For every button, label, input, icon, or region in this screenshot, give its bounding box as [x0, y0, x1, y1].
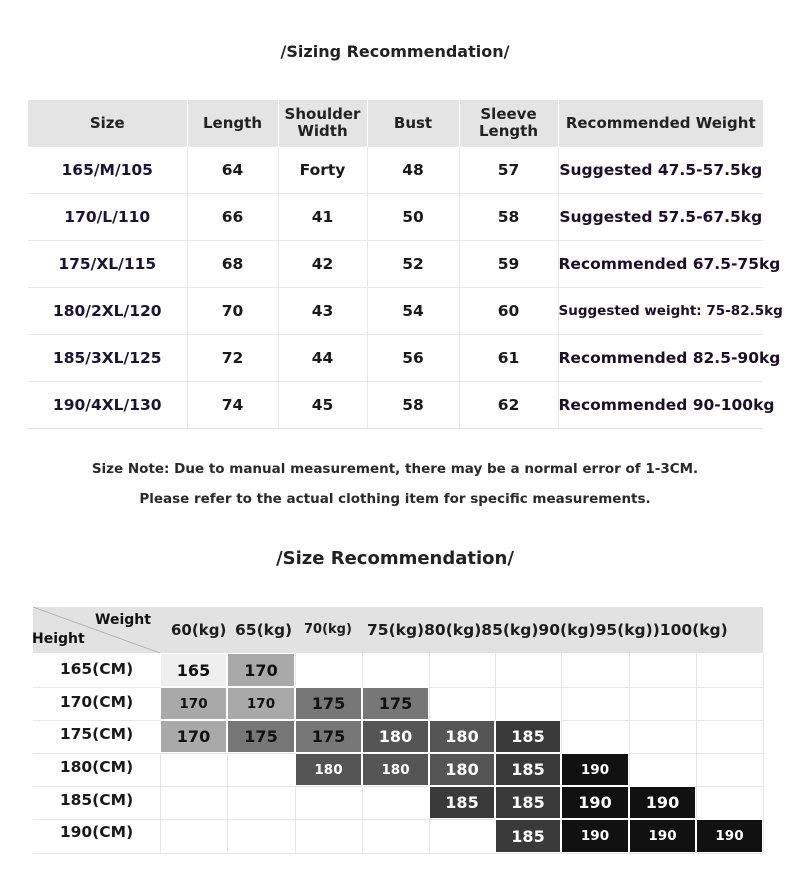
cell-weight: Recommended 82.5-90kg — [558, 335, 763, 382]
header-bust: Bust — [367, 100, 459, 147]
size-cell-180: 180 — [362, 753, 429, 786]
cell-size: 190/4XL/130 — [28, 382, 187, 429]
size-cell-180: 180 — [429, 753, 495, 786]
size-cell-190: 190 — [561, 786, 629, 819]
cell-weight: Suggested 57.5-67.5kg — [558, 194, 763, 241]
cell-shoulder: 44 — [278, 335, 367, 382]
size-cell-185: 185 — [495, 720, 561, 753]
size-cell-170: 170 — [227, 687, 295, 720]
weight-header-65: 65(kg) — [235, 621, 293, 639]
cell-length: 72 — [187, 335, 278, 382]
cell-weight: Suggested weight: 75-82.5kg — [558, 288, 763, 335]
size-cell-190: 190 — [696, 819, 763, 853]
cell-shoulder: Forty — [278, 147, 367, 194]
table-row — [28, 382, 763, 429]
size-cell-190: 190 — [629, 786, 696, 819]
size-cell-185: 185 — [495, 819, 561, 853]
size-recommendation-title: /Size Recommendation/ — [276, 548, 514, 569]
size-note: Size Note: Due to manual measurement, there may be a normal error of 1-3CM. — [91, 461, 699, 477]
table-header-row — [28, 100, 763, 147]
size-cell-180: 180 — [295, 753, 362, 786]
size-cell-190: 190 — [561, 819, 629, 853]
cell-bust: 58 — [367, 382, 459, 429]
cell-length: 68 — [187, 241, 278, 288]
grid-line — [33, 853, 763, 854]
cell-shoulder: 43 — [278, 288, 367, 335]
cell-length: 64 — [187, 147, 278, 194]
table-row — [28, 288, 763, 335]
height-label-180: 180(CM) — [59, 758, 134, 776]
size-cell-190: 190 — [629, 819, 696, 853]
table-row — [28, 194, 763, 241]
size-cell-180: 180 — [429, 720, 495, 753]
cell-sleeve: 59 — [459, 241, 558, 288]
weight-header-70: 70(kg) — [304, 622, 352, 637]
header-sleeve: Sleeve Length — [459, 100, 558, 147]
height-label-185: 185(CM) — [59, 791, 134, 809]
cell-bust: 52 — [367, 241, 459, 288]
cell-sleeve: 60 — [459, 288, 558, 335]
size-cell-175: 175 — [362, 687, 429, 720]
height-label-165: 165(CM) — [59, 660, 134, 678]
size-cell-170: 170 — [160, 687, 227, 720]
size-cell-190: 190 — [561, 753, 629, 786]
corner-weight-label: Weight — [95, 612, 151, 628]
cell-weight: Suggested 47.5-57.5kg — [558, 147, 763, 194]
cell-sleeve: 57 — [459, 147, 558, 194]
header-weight: Recommended Weight — [558, 100, 763, 147]
height-label-190: 190(CM) — [59, 823, 134, 841]
size-table — [28, 100, 783, 429]
size-cell-180: 180 — [362, 720, 429, 753]
cell-shoulder: 42 — [278, 241, 367, 288]
size-cell-165: 165 — [160, 653, 227, 687]
size-cell-185: 185 — [495, 753, 561, 786]
header-shoulder: Shoulder Width — [278, 100, 367, 147]
height-label-170: 170(CM) — [59, 693, 134, 711]
cell-size: 185/3XL/125 — [28, 335, 187, 382]
cell-weight: Recommended 90-100kg — [558, 382, 763, 429]
table-row — [28, 147, 763, 194]
grid-line — [763, 653, 764, 853]
cell-bust: 50 — [367, 194, 459, 241]
cell-size: 180/2XL/120 — [28, 288, 187, 335]
table-row — [28, 241, 763, 288]
cell-shoulder: 41 — [278, 194, 367, 241]
sizing-title: /Sizing Recommendation/ — [280, 42, 510, 61]
weight-header-60: 60(kg) — [171, 621, 227, 639]
height-label-175: 175(CM) — [59, 725, 134, 743]
cell-size: 165/M/105 — [28, 147, 187, 194]
cell-length: 70 — [187, 288, 278, 335]
cell-weight: Recommended 67.5-75kg — [558, 241, 763, 288]
cell-sleeve: 61 — [459, 335, 558, 382]
size-cell-175: 175 — [227, 720, 295, 753]
cell-sleeve: 58 — [459, 194, 558, 241]
header-size: Size — [28, 100, 187, 147]
size-cell-170: 170 — [160, 720, 227, 753]
size-cell-175: 175 — [295, 687, 362, 720]
cell-length: 66 — [187, 194, 278, 241]
cell-sleeve: 62 — [459, 382, 558, 429]
measurement-note: Please refer to the actual clothing item for specific measurements. — [139, 491, 651, 507]
cell-bust: 48 — [367, 147, 459, 194]
cell-bust: 56 — [367, 335, 459, 382]
header-length: Length — [187, 100, 278, 147]
size-cell-175: 175 — [295, 720, 362, 753]
matrix-corner — [33, 607, 160, 653]
size-cell-185: 185 — [495, 786, 561, 819]
size-cell-170: 170 — [227, 653, 295, 687]
cell-size: 170/L/110 — [28, 194, 187, 241]
corner-height-label: Height — [32, 631, 85, 647]
cell-size: 175/XL/115 — [28, 241, 187, 288]
cell-shoulder: 45 — [278, 382, 367, 429]
table-row — [28, 335, 763, 382]
cell-bust: 54 — [367, 288, 459, 335]
weight-header-75-100: 75(kg)80(kg)85(kg)90(kg)95(kg))100(kg) — [367, 621, 728, 639]
cell-length: 74 — [187, 382, 278, 429]
size-matrix — [33, 607, 763, 853]
size-cell-185: 185 — [429, 786, 495, 819]
